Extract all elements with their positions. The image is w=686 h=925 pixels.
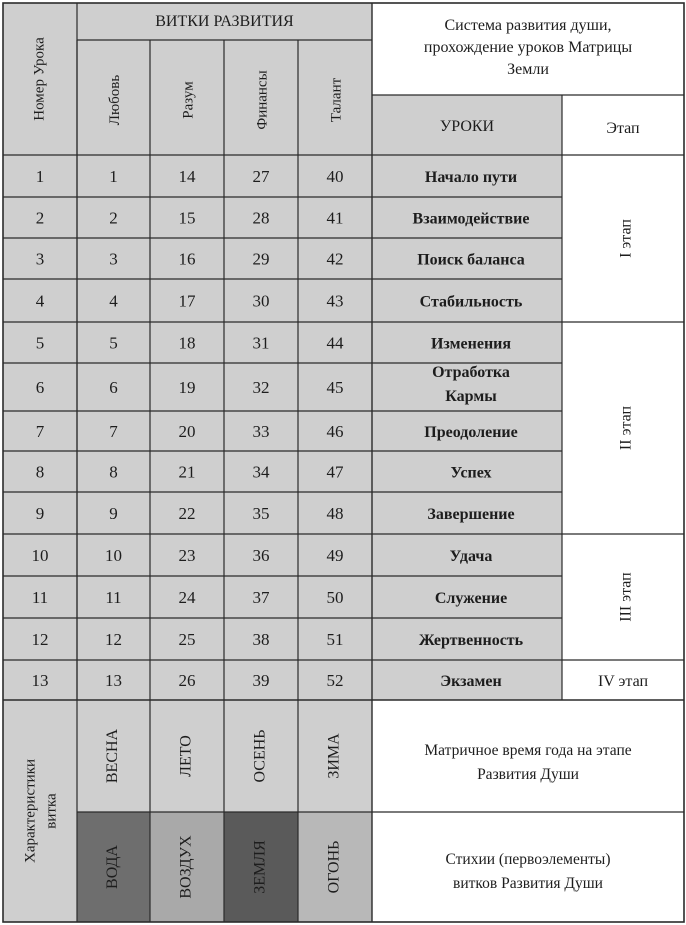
stage-label-2: II этап (617, 405, 635, 451)
spiral-value: 21 (178, 462, 196, 482)
season-label-2: ЛЕТО (177, 735, 195, 777)
element-label-1: ВОДА (104, 845, 122, 889)
season-note-line: Развития Души (477, 766, 579, 783)
lesson-name: Отработка (432, 364, 510, 381)
system-title-line: Земли (507, 61, 549, 78)
spiral-value: 45 (326, 378, 344, 397)
spiral-value: 15 (178, 208, 196, 228)
spiral-value: 48 (326, 504, 344, 523)
spiral-value: 40 (326, 167, 344, 186)
spiral-value: 42 (326, 249, 344, 269)
spiral-value: 37 (252, 588, 270, 607)
element-label-4: ОГОНЬ (325, 840, 343, 894)
spiral-value: 32 (252, 378, 270, 397)
spiral-value: 51 (326, 630, 344, 649)
spiral-value: 27 (252, 167, 270, 186)
spiral-value: 29 (252, 249, 270, 269)
spiral-header-2: Разум (180, 81, 197, 119)
spiral-value: 4 (109, 291, 118, 311)
spiral-value: 18 (178, 333, 196, 353)
characteristics-label-line2: витка (43, 793, 60, 829)
spiral-value: 25 (178, 630, 196, 649)
system-title-line: Система развития души, (444, 17, 612, 34)
lesson-number: 12 (31, 630, 49, 649)
spiral-value: 16 (178, 249, 196, 269)
spiral-value: 34 (252, 462, 270, 482)
spiral-value: 10 (105, 546, 122, 565)
system-title-line: прохождение уроков Матрицы (423, 39, 633, 56)
season-label-4: ЗИМА (325, 733, 343, 779)
lesson-number: 9 (35, 504, 45, 523)
spiral-value: 12 (105, 630, 122, 649)
spiral-value: 46 (326, 422, 344, 441)
spiral-value: 50 (326, 588, 344, 607)
lesson-number: 1 (35, 167, 45, 186)
spiral-value: 5 (109, 333, 118, 353)
spiral-value: 3 (109, 249, 118, 269)
spiral-value: 19 (178, 378, 196, 397)
spiral-value: 8 (109, 462, 118, 482)
lesson-name: Жертвенность (418, 632, 524, 649)
spiral-value: 35 (252, 504, 270, 523)
spiral-value: 30 (252, 291, 270, 311)
stage-label-1: I этап (617, 219, 635, 258)
spiral-value: 17 (178, 291, 196, 311)
lesson-number: 2 (35, 208, 45, 228)
spiral-value: 22 (178, 504, 196, 523)
spiral-header-3: Финансы (254, 70, 271, 130)
lesson-number-header: Номер Урока (31, 37, 48, 121)
lesson-number: 5 (35, 333, 45, 353)
lesson-name: Служение (434, 590, 508, 607)
element-note-line: витков Развития Души (453, 875, 603, 892)
lesson-name: Удача (449, 548, 493, 565)
spiral-value: 20 (178, 422, 196, 441)
spiral-value: 23 (178, 546, 196, 565)
spiral-value: 36 (252, 546, 270, 565)
stage-label-3: III этап (617, 572, 635, 622)
stage-label-4: IV этап (597, 673, 649, 690)
lesson-name: Стабильность (419, 293, 523, 311)
lesson-name: Кармы (445, 388, 497, 405)
lessons-column-header: УРОКИ (439, 118, 495, 135)
spiral-header-1: Любовь (106, 74, 123, 126)
season-label-1: ВЕСНА (104, 728, 122, 784)
spiral-value: 33 (252, 422, 270, 441)
spiral-value: 9 (109, 504, 118, 523)
lesson-name: Экзамен (440, 673, 502, 690)
spiral-value: 39 (252, 671, 270, 690)
lesson-number: 10 (31, 546, 49, 565)
season-label-3: ОСЕНЬ (251, 729, 269, 783)
element-label-2: ВОЗДУХ (177, 835, 195, 899)
lesson-number: 3 (35, 249, 45, 269)
spiral-value: 43 (326, 291, 344, 311)
spiral-value: 2 (109, 208, 118, 228)
spiral-value: 7 (109, 422, 118, 441)
spiral-value: 52 (326, 671, 344, 690)
spiral-value: 28 (252, 208, 270, 228)
element-label-3: ЗЕМЛЯ (251, 840, 269, 894)
lesson-number: 13 (31, 671, 49, 690)
lesson-name: Поиск баланса (417, 251, 525, 269)
spiral-value: 13 (105, 671, 122, 690)
lesson-name: Взаимодействие (412, 210, 530, 228)
spiral-value: 14 (178, 167, 196, 186)
lesson-name: Преодоление (424, 424, 518, 441)
spiral-value: 47 (326, 462, 344, 482)
spiral-value: 26 (178, 671, 196, 690)
lesson-name: Завершение (427, 506, 515, 523)
element-note-line: Стихии (первоэлементы) (445, 851, 611, 868)
spiral-value: 24 (178, 588, 196, 607)
lesson-number: 8 (35, 462, 45, 482)
lesson-number: 7 (35, 422, 45, 441)
spiral-value: 1 (109, 167, 118, 186)
season-note-line: Матричное время года на этапе (424, 742, 632, 759)
spiral-value: 31 (252, 333, 270, 353)
lesson-name: Изменения (430, 335, 512, 353)
lesson-name: Успех (450, 464, 492, 482)
spirals-title: ВИТКИ РАЗВИТИЯ (155, 13, 294, 30)
lesson-number: 11 (31, 588, 49, 607)
spiral-header-4: Талант (328, 77, 345, 123)
spiral-value: 49 (326, 546, 344, 565)
spiral-value: 38 (252, 630, 270, 649)
lesson-number: 6 (35, 378, 45, 397)
spiral-value: 6 (109, 378, 118, 397)
characteristics-label: Характеристики (22, 758, 39, 864)
lesson-name: Начало пути (424, 169, 518, 186)
spiral-value: 11 (105, 588, 122, 607)
stage-column-header: Этап (606, 120, 640, 137)
spiral-value: 41 (326, 208, 344, 228)
spiral-value: 44 (326, 333, 344, 353)
lesson-number: 4 (35, 291, 45, 311)
